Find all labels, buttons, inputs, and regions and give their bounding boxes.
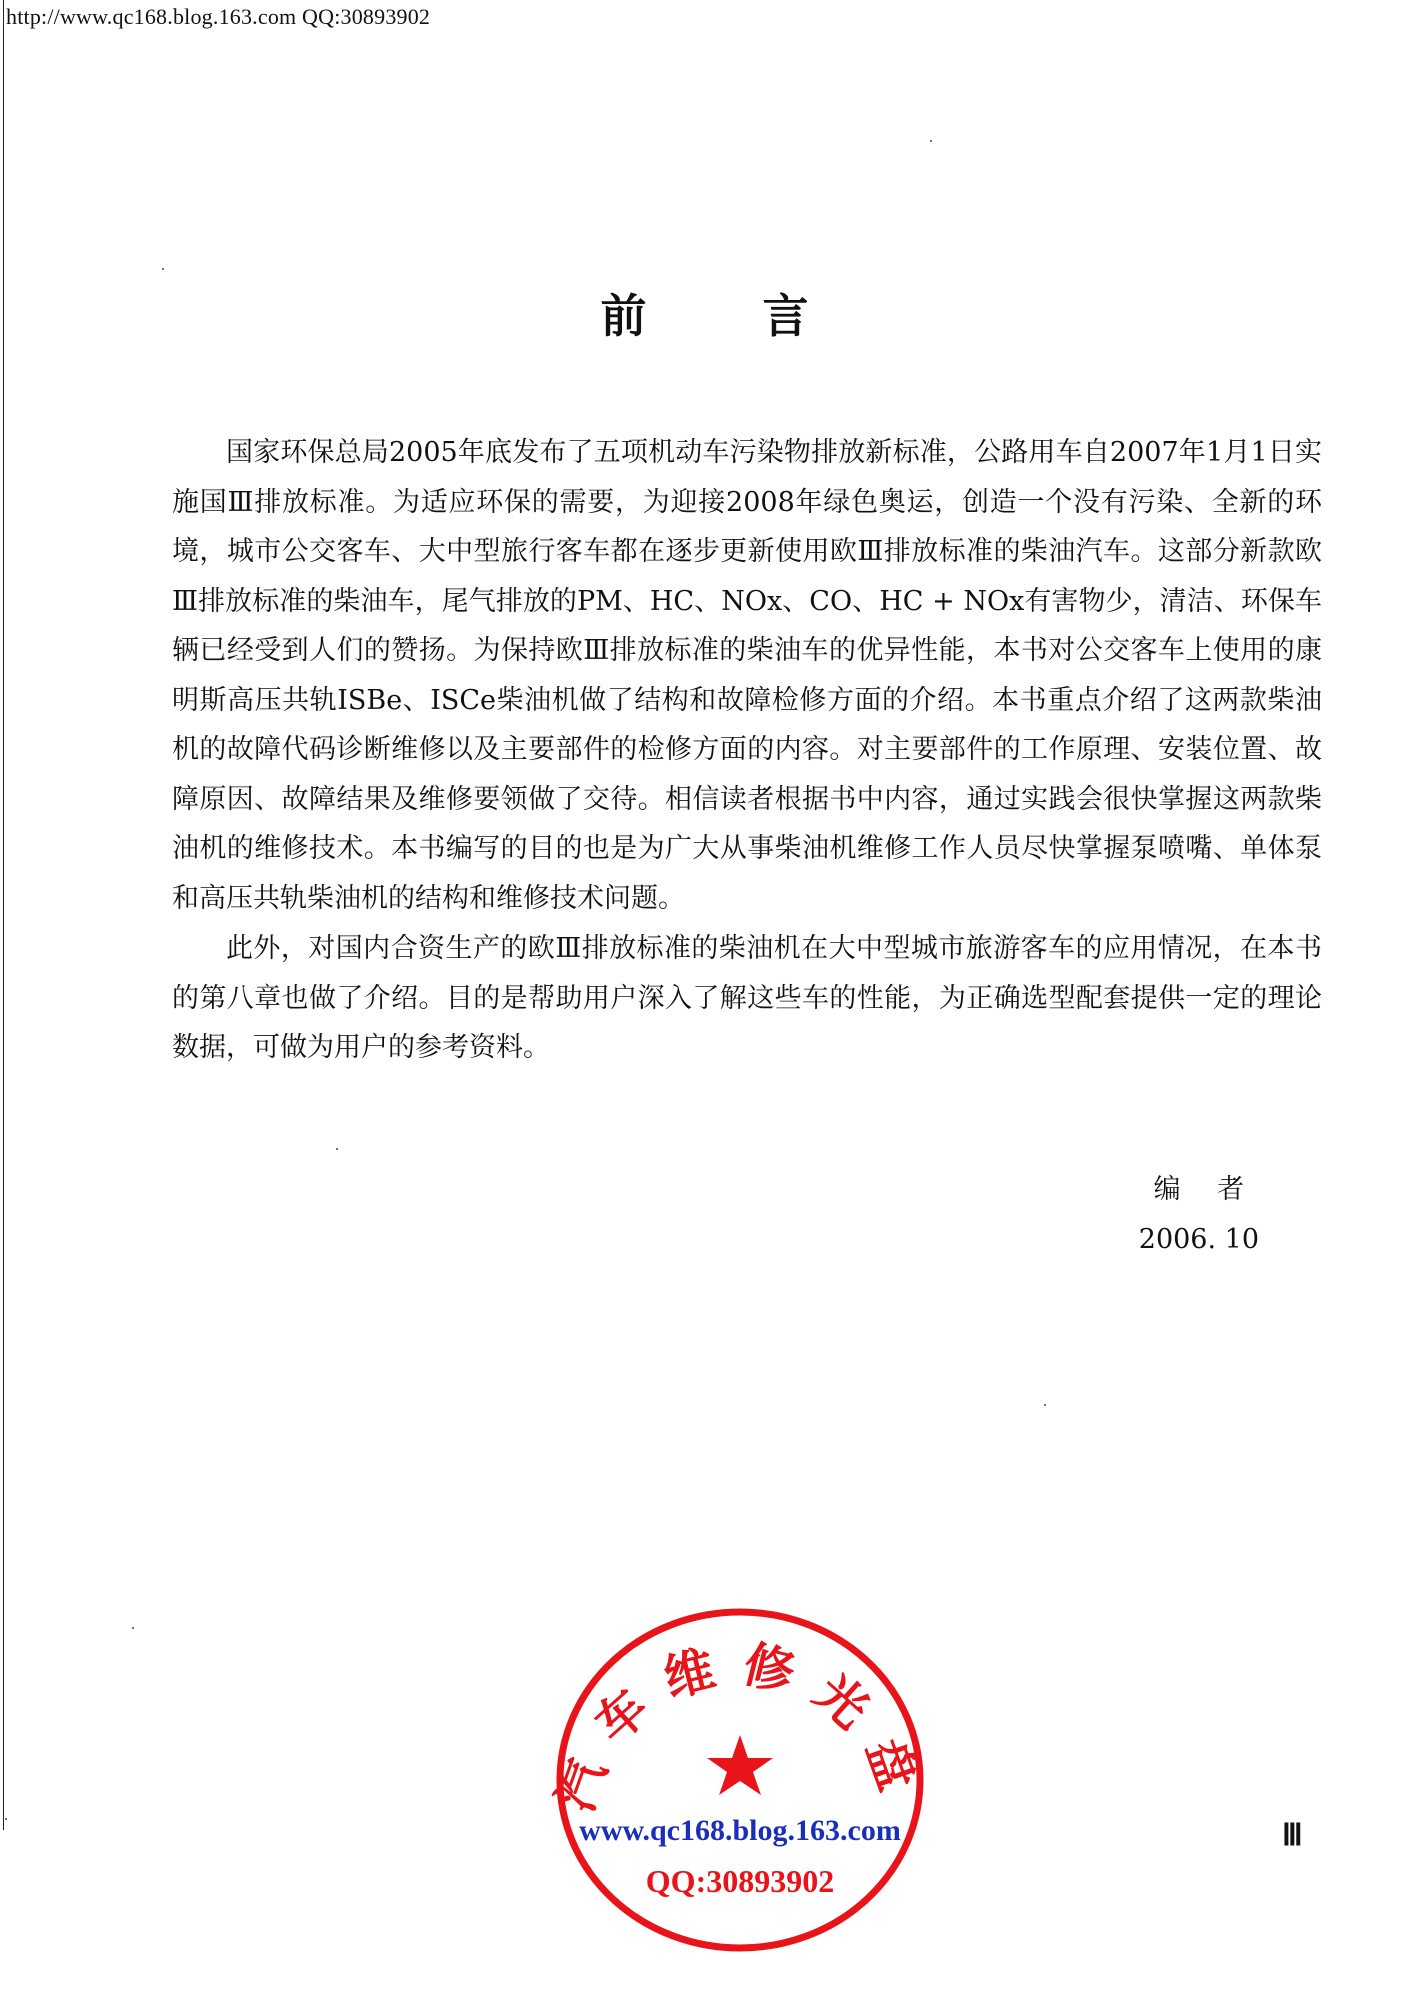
scan-speck	[132, 1627, 134, 1629]
scan-speck	[336, 1148, 338, 1150]
seal-ring-text: 汽车维修光盘	[545, 1634, 935, 1819]
paragraph-2: 此外，对国内合资生产的欧Ⅲ排放标准的柴油机在大中型城市旅游客车的应用情况，在本书的第八章也做了介绍。目的是帮助用户深入了解这些车的性能，为正确选型配套提供一定的理论数据，可做为用户的参考资料。	[172, 933, 1322, 1063]
author-label: 编 者	[1153, 1174, 1259, 1205]
date-label: 2006. 10	[1138, 1224, 1259, 1255]
page-edge-line	[3, 0, 4, 1830]
preface-body	[172, 428, 1322, 1073]
watermark-url: http://www.qc168.blog.163.com QQ:30893902	[6, 4, 431, 29]
paragraph-1: 国家环保总局2005年底发布了五项机动车污染物排放新标准，公路用车自2007年1月1日实施国Ⅲ排放标准。为适应环保的需要，为迎接2008年绿色奥运，创造一个没有污染、全新的环境，城市公交客车、大中型旅行客车都在逐步更新使用欧Ⅲ排放标准的柴油汽车。这部分新款欧Ⅲ排放标准的柴油车，尾气排放的PM、HC、NOx、CO、HC + NOx有害物少，清洁、环保车辆已经受到人们的赞扬。为保持欧Ⅲ排放标准的柴油车的优异性能，本书对公交客车上使用的康明斯高压共轨ISBe、ISCe柴油机做了结构和故障检修方面的介绍。本书重点介绍了这两款柴油机的故障代码诊断维修以及主要部件的检修方面的内容。对主要部件的工作原理、安装位置、故障原因、故障结果及维修要领做了交待。相信读者根据书中内容，通过实践会很快掌握这两款柴油机的维修技术。本书编写的目的也是为广大从事柴油机维修工作人员尽快掌握泵喷嘴、单体泵和高压共轨柴油机的结构和维修技术问题。	[172, 437, 1322, 914]
seal-qq: QQ:30893902	[645, 1863, 835, 1899]
scan-speck	[1044, 1404, 1046, 1406]
star-icon	[707, 1735, 773, 1795]
scan-speck	[162, 268, 164, 270]
page-title: 前 言	[600, 289, 859, 343]
red-seal-stamp	[540, 1600, 940, 1960]
page-number: Ⅲ	[1282, 1819, 1303, 1852]
scan-speck	[5, 1818, 7, 1820]
signature-block	[1139, 1165, 1259, 1265]
seal-url: www.qc168.blog.163.com	[579, 1814, 901, 1847]
scan-speck	[930, 140, 932, 142]
